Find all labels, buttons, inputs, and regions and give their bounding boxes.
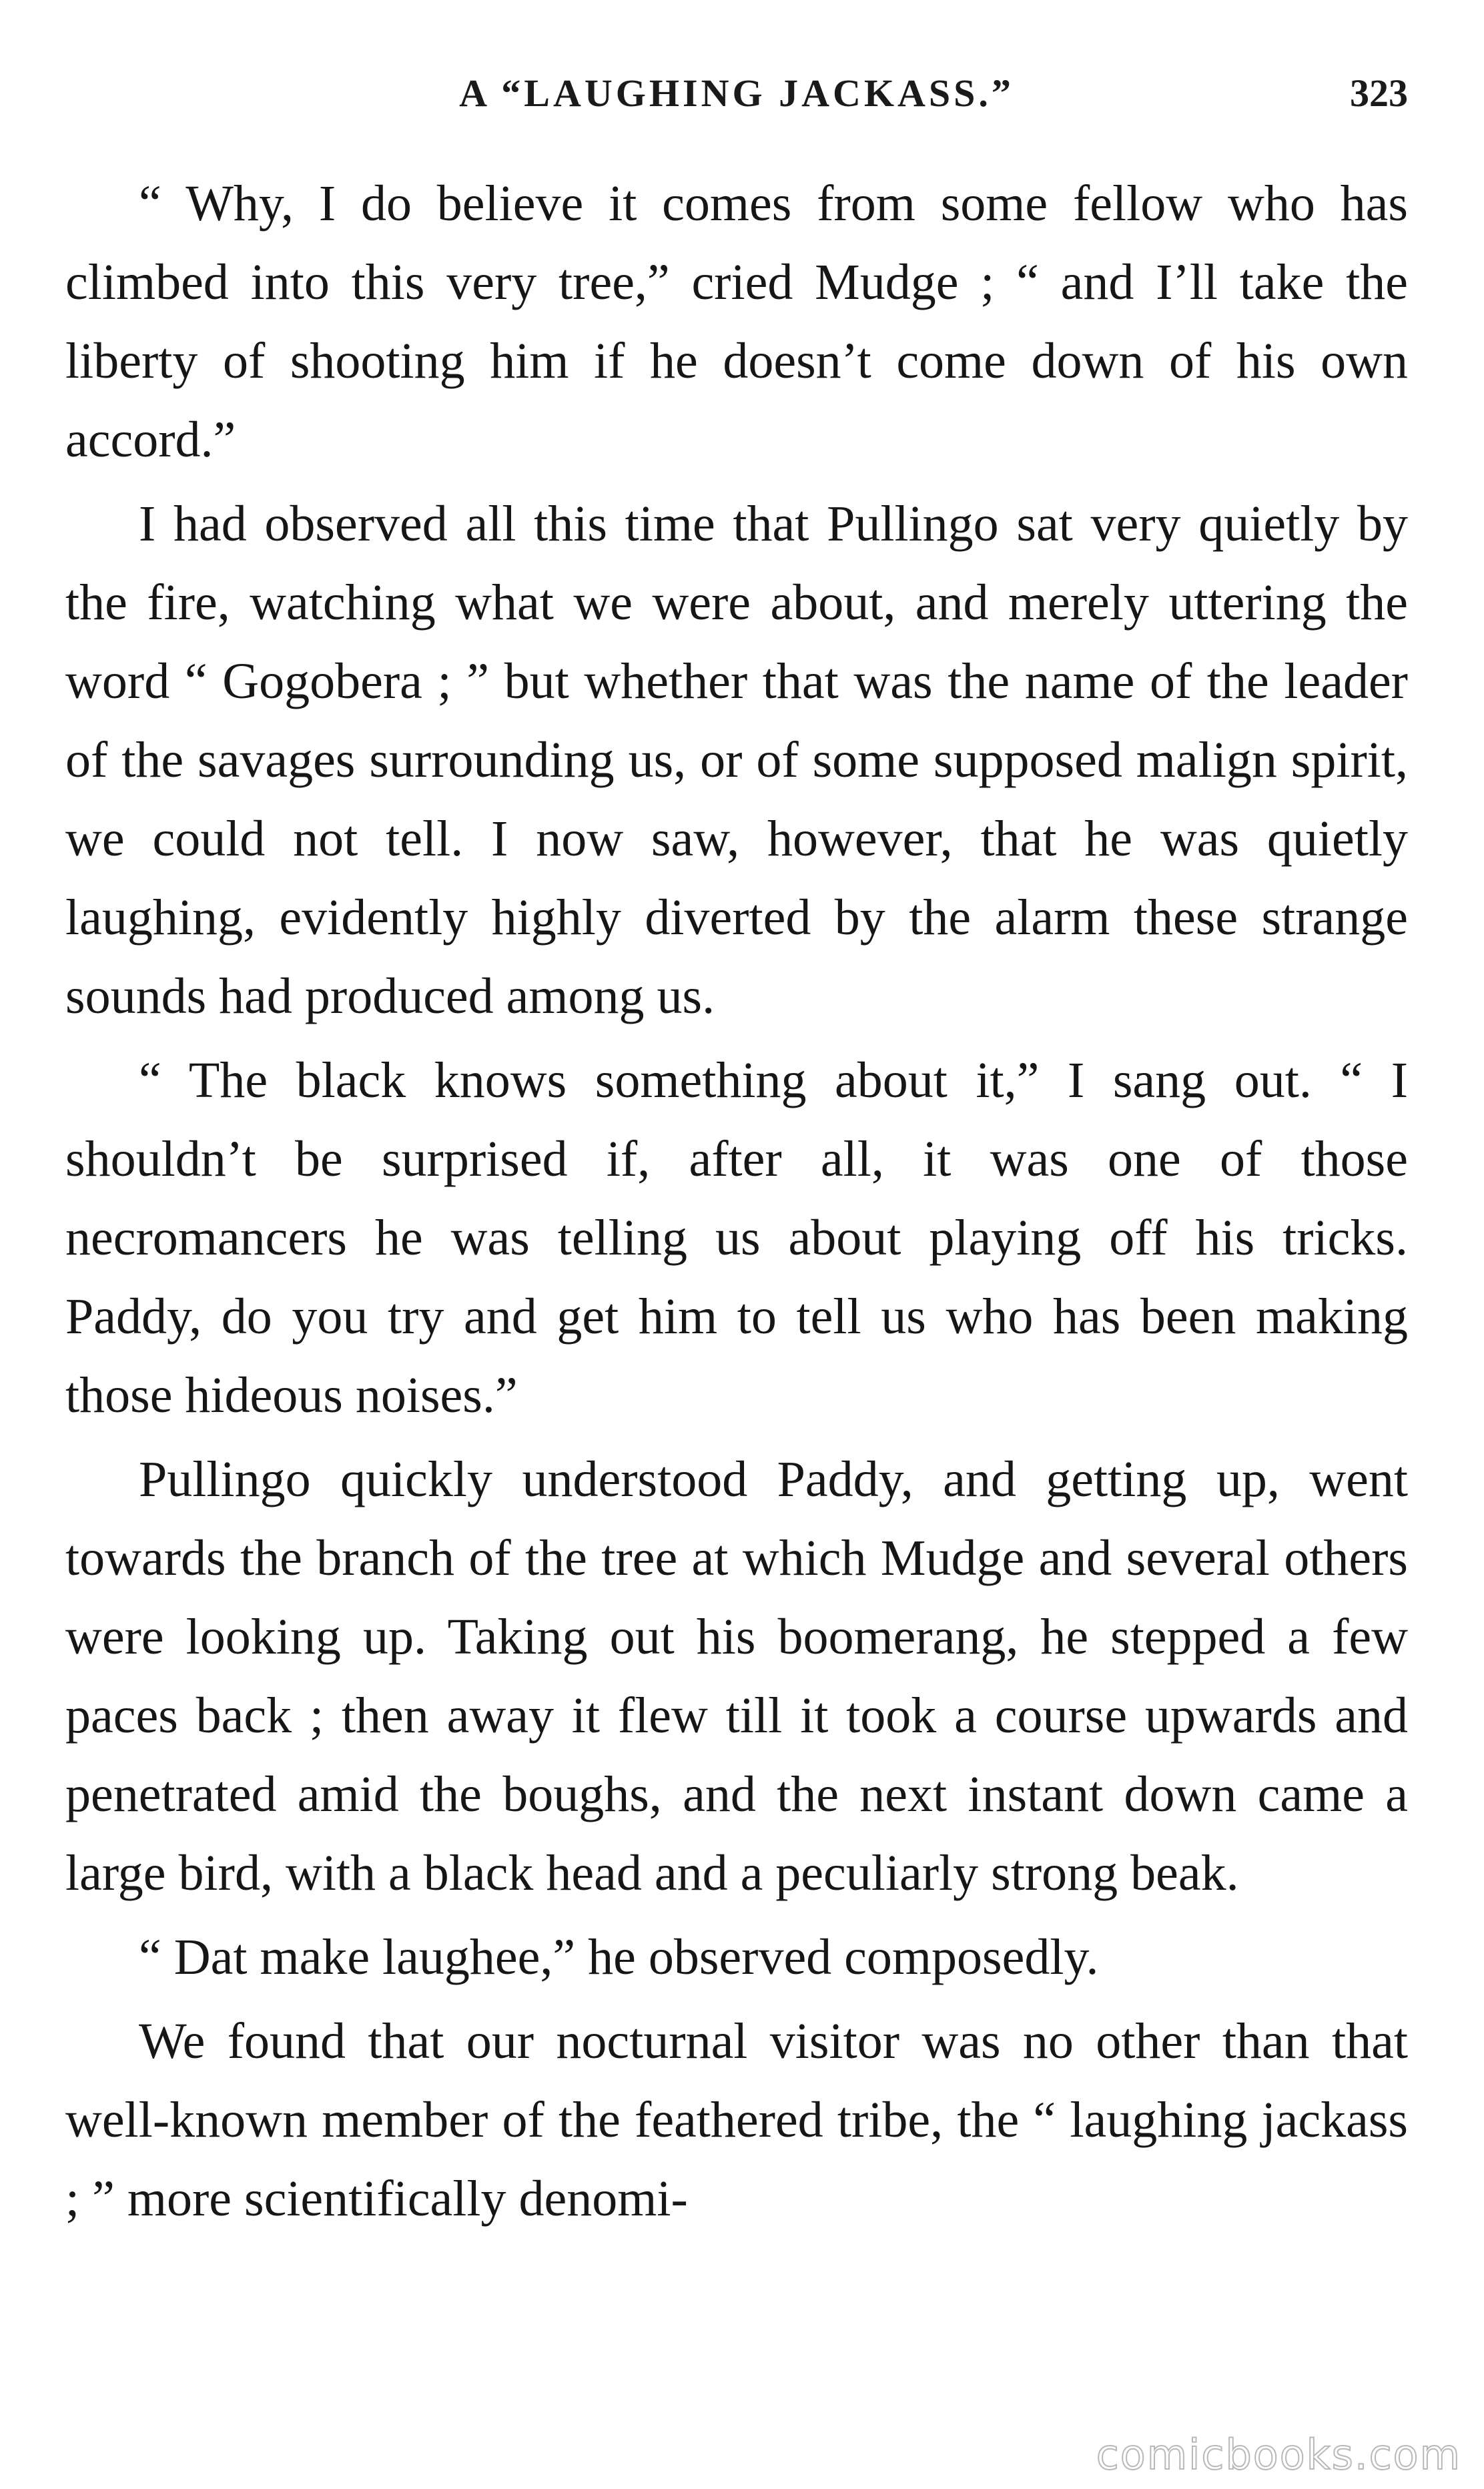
watermark: comicbooks.com	[1096, 2430, 1461, 2479]
running-head	[65, 67, 1408, 120]
page-number: 323	[1350, 71, 1408, 115]
paragraph-4: Pullingo quickly understood Paddy, and getting up, went towards the branch of the tree at which Mudge and several others were looking up. Taking out his boomerang, he stepped a few paces back ; then away it flew till it took a course upwards and penetrated amid the boughs, and the next instant down came a large bird, with a black head and a peculiarly strong beak.	[65, 1451, 1408, 1901]
paragraph-1: “ Why, I do believe it comes from some fellow who has climbed into this very tree,” cried Mudge ; “ and I’ll take the liberty of shooting him if he doesn’t come down of his own accord.”	[65, 175, 1408, 468]
body-text	[65, 164, 1408, 2238]
paragraph-5: “ Dat make laughee,” he observed composedly.	[139, 1929, 1099, 1985]
paragraph-2: I had observed all this time that Pullingo sat very quietly by the fire, watching what we were about, and merely uttering the word “ Gogobera ; ” but whether that was the name of the leader of the savages surrounding us, or of some supposed malign spirit, we could not tell. I now saw, however, that he was quietly laughing, evidently highly diverted by the alarm these strange sounds had produced among us.	[65, 496, 1408, 1024]
paragraph-3: “ The black knows something about it,” I sang out. “ I shouldn’t be surprised if, after all, it was one of those necromancers he was telling us about playing off his tricks. Paddy, do you try and get him to tell us who has been making those hideous noises.”	[65, 1052, 1408, 1423]
running-title: A “LAUGHING JACKASS.”	[459, 71, 1014, 115]
paragraph-6: We found that our nocturnal visitor was no other than that well-known member of the feathered tribe, the “ laughing jackass ; ” more scientifically denomi-	[65, 2013, 1408, 2227]
